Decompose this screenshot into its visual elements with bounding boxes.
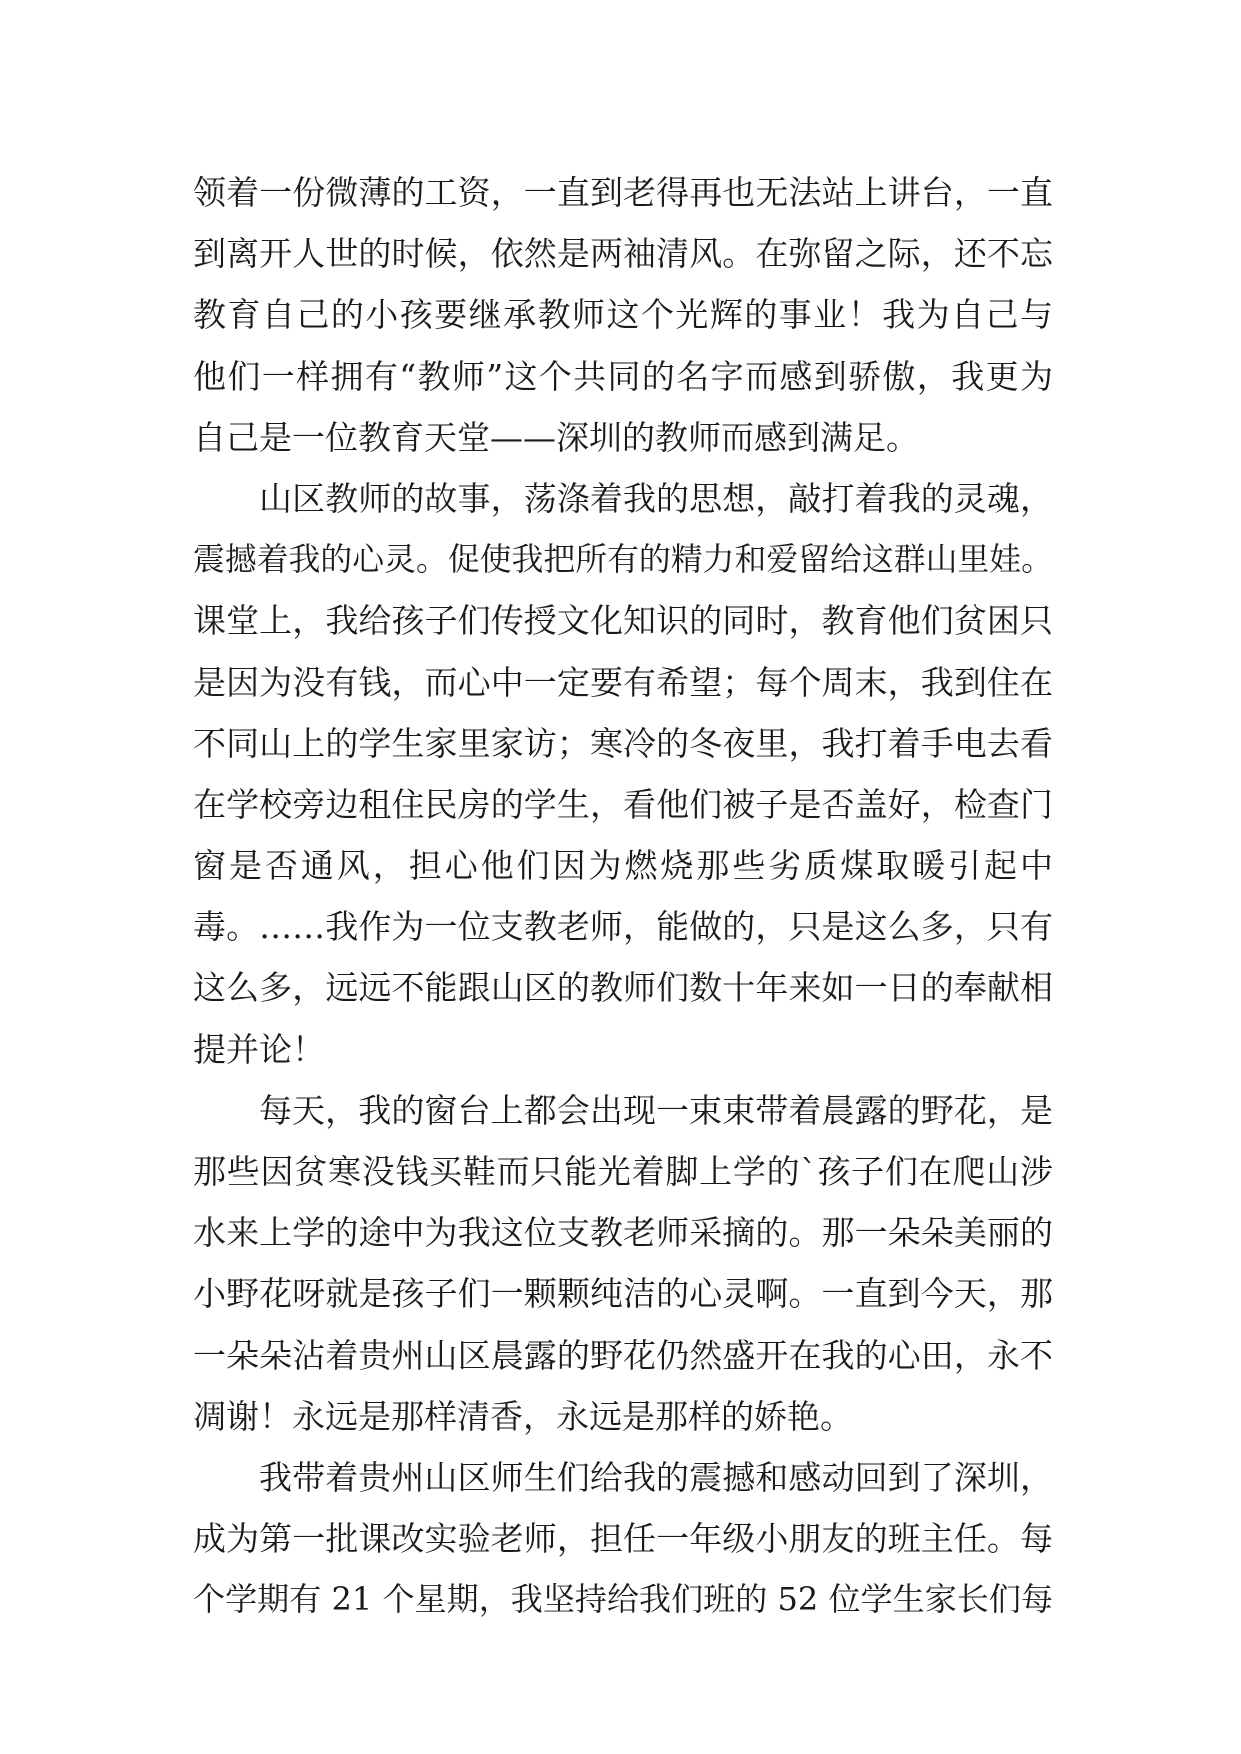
body-text — [193, 162, 1053, 1631]
text-line: 领着一份微薄的工资，一直到老得再也无法站上讲台，一直 — [193, 173, 1053, 212]
text-line: 毒。……我作为一位支教老师，能做的，只是这么多，只有 — [193, 907, 1053, 947]
text-line: 课堂上，我给孩子们传授文化知识的同时，教育他们贫困只 — [193, 601, 1053, 641]
text-line: 水来上学的途中为我这位支教老师采摘的。那一朵朵美丽的 — [193, 1213, 1053, 1253]
text-line: 到离开人世的时候，依然是两袖清风。在弥留之际，还不忘 — [193, 234, 1053, 274]
text-line: 这么多，远远不能跟山区的教师们数十年来如一日的奉献相 — [193, 968, 1053, 1008]
paragraph-first-line: 山区教师的故事，荡涤着我的思想，敲打着我的灵魂， — [259, 478, 1053, 518]
text-line: 提并论！ — [193, 1029, 325, 1069]
text-line: 凋谢！永远是那样清香，永远是那样的娇艳。 — [193, 1396, 853, 1436]
text-line: 小野花呀就是孩子们一颗颗纯洁的心灵啊。一直到今天，那 — [193, 1274, 1053, 1314]
paragraph-first-line: 每天，我的窗台上都会出现一束束带着晨露的野花，是 — [259, 1090, 1053, 1130]
text-line: 他们一样拥有“教师”这个共同的名字而感到骄傲，我更为 — [193, 356, 1053, 396]
text-line: 成为第一批课改实验老师，担任一年级小朋友的班主任。每 — [193, 1519, 1053, 1559]
text-line: 窗是否通风，担心他们因为燃烧那些劣质煤取暖引起中 — [193, 846, 1053, 886]
text-line: 一朵朵沾着贵州山区晨露的野花仍然盛开在我的心田，永不 — [193, 1335, 1053, 1375]
text-line: 那些因贫寒没钱买鞋而只能光着脚上学的`孩子们在爬山涉 — [193, 1152, 1053, 1191]
text-line: 不同山上的学生家里家访；寒冷的冬夜里，我打着手电去看 — [193, 723, 1053, 763]
text-line: 教育自己的小孩要继承教师这个光辉的事业！我为自己与 — [193, 295, 1053, 335]
text-line: 个学期有 21 个星期，我坚持给我们班的 52 位学生家长们每 — [193, 1580, 1053, 1619]
text-line: 自己是一位教育天堂——深圳的教师而感到满足。 — [193, 417, 919, 457]
text-line: 是因为没有钱，而心中一定要有希望；每个周末，我到住在 — [193, 662, 1053, 702]
text-line: 在学校旁边租住民房的学生，看他们被子是否盖好，检查门 — [193, 784, 1053, 824]
text-line: 震撼着我的心灵。促使我把所有的精力和爱留给这群山里娃。 — [193, 540, 1053, 579]
paragraph-first-line: 我带着贵州山区师生们给我的震撼和感动回到了深圳， — [259, 1457, 1053, 1497]
